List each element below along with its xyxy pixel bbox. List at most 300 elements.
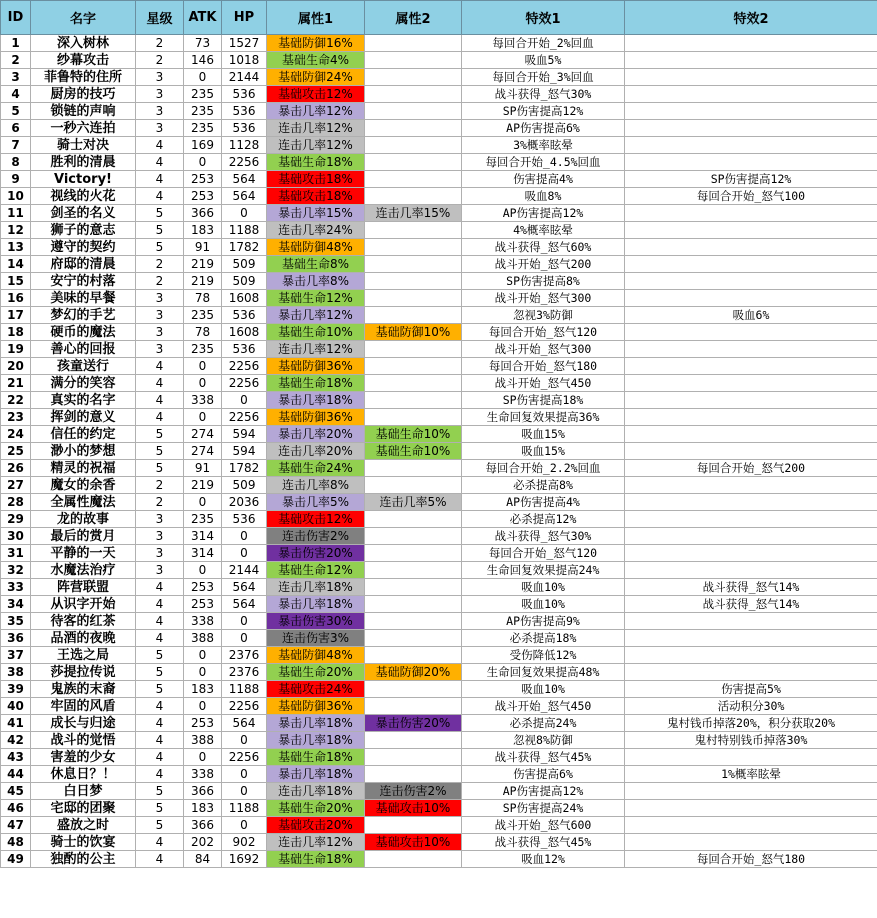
cell-name: 梦幻的手艺	[31, 307, 136, 324]
cell-hp: 536	[222, 86, 267, 103]
table-row	[1, 171, 877, 188]
cell-id: 36	[1, 630, 31, 647]
cell-attr2	[365, 613, 462, 630]
cell-hp: 509	[222, 477, 267, 494]
cell-attr2	[365, 222, 462, 239]
cell-name: 全属性魔法	[31, 494, 136, 511]
cell-name: 挥剑的意义	[31, 409, 136, 426]
cell-hp: 564	[222, 715, 267, 732]
cell-effect2	[625, 290, 877, 307]
cell-id: 11	[1, 205, 31, 222]
cell-attr2: 连击伤害2%	[365, 783, 462, 800]
cell-atk: 235	[184, 103, 222, 120]
cell-name: 安宁的村落	[31, 273, 136, 290]
table-row	[1, 222, 877, 239]
cell-name: 胜利的清晨	[31, 154, 136, 171]
cell-star: 4	[136, 579, 184, 596]
cell-attr1: 基础攻击18%	[267, 188, 365, 205]
cell-effect2: 每回合开始_怒气100	[625, 188, 877, 205]
cell-attr1: 暴击几率18%	[267, 766, 365, 783]
cell-hp: 1782	[222, 460, 267, 477]
cell-id: 21	[1, 375, 31, 392]
cell-attr2: 基础生命10%	[365, 426, 462, 443]
cell-effect1: 战斗获得_怒气45%	[462, 749, 625, 766]
cell-effect2	[625, 494, 877, 511]
cell-effect2	[625, 154, 877, 171]
cell-attr2	[365, 766, 462, 783]
cell-attr1: 基础生命18%	[267, 851, 365, 868]
cell-id: 47	[1, 817, 31, 834]
cell-star: 3	[136, 341, 184, 358]
cell-atk: 146	[184, 52, 222, 69]
cell-star: 4	[136, 698, 184, 715]
cell-id: 43	[1, 749, 31, 766]
cell-atk: 338	[184, 613, 222, 630]
cell-hp: 564	[222, 171, 267, 188]
table-row	[1, 596, 877, 613]
cell-hp: 0	[222, 766, 267, 783]
cell-attr2	[365, 817, 462, 834]
cell-atk: 235	[184, 86, 222, 103]
cell-attr2	[365, 120, 462, 137]
cell-id: 8	[1, 154, 31, 171]
cell-atk: 253	[184, 579, 222, 596]
cell-attr2	[365, 596, 462, 613]
cell-attr2	[365, 562, 462, 579]
table-row	[1, 154, 877, 171]
cell-id: 49	[1, 851, 31, 868]
cell-id: 6	[1, 120, 31, 137]
cell-effect1: 生命回复效果提高24%	[462, 562, 625, 579]
cell-name: 休息日？！	[31, 766, 136, 783]
cell-attr2: 基础防御20%	[365, 664, 462, 681]
table-row	[1, 239, 877, 256]
table-row	[1, 749, 877, 766]
header-attr1: 属性1	[267, 1, 365, 35]
cell-id: 17	[1, 307, 31, 324]
cell-hp: 2256	[222, 409, 267, 426]
table-row	[1, 341, 877, 358]
cell-attr1: 基础生命18%	[267, 154, 365, 171]
cell-id: 2	[1, 52, 31, 69]
cell-id: 9	[1, 171, 31, 188]
cell-attr1: 暴击伤害20%	[267, 545, 365, 562]
cell-effect2	[625, 86, 877, 103]
cell-id: 13	[1, 239, 31, 256]
cell-attr2	[365, 52, 462, 69]
cell-effect2	[625, 630, 877, 647]
cell-star: 4	[136, 375, 184, 392]
cell-effect1: 必杀提高12%	[462, 511, 625, 528]
table-row	[1, 732, 877, 749]
cell-attr1: 基础防御36%	[267, 358, 365, 375]
cell-effect1: AP伤害提高12%	[462, 205, 625, 222]
cell-attr2	[365, 460, 462, 477]
cell-hp: 536	[222, 103, 267, 120]
table-row	[1, 528, 877, 545]
cell-effect1: 吸血15%	[462, 443, 625, 460]
cell-attr1: 暴击几率12%	[267, 307, 365, 324]
cell-name: 牢固的风盾	[31, 698, 136, 715]
cell-attr2	[365, 256, 462, 273]
cell-atk: 253	[184, 171, 222, 188]
cell-effect1: AP伤害提高6%	[462, 120, 625, 137]
cell-attr1: 连击伤害2%	[267, 528, 365, 545]
cell-attr1: 连击几率8%	[267, 477, 365, 494]
cell-atk: 235	[184, 120, 222, 137]
cell-effect2	[625, 52, 877, 69]
cell-attr2	[365, 681, 462, 698]
cell-atk: 219	[184, 256, 222, 273]
cell-id: 35	[1, 613, 31, 630]
cell-attr2	[365, 392, 462, 409]
cell-star: 4	[136, 409, 184, 426]
cell-effect2	[625, 375, 877, 392]
cell-effect1: 吸血10%	[462, 579, 625, 596]
cell-atk: 366	[184, 205, 222, 222]
cell-attr1: 基础防御36%	[267, 698, 365, 715]
cell-id: 1	[1, 35, 31, 52]
cell-atk: 0	[184, 664, 222, 681]
cell-hp: 1608	[222, 290, 267, 307]
cell-name: 锁链的声响	[31, 103, 136, 120]
cell-id: 26	[1, 460, 31, 477]
cell-star: 3	[136, 120, 184, 137]
cell-attr2: 连击几率5%	[365, 494, 462, 511]
cell-effect2	[625, 256, 877, 273]
cell-attr2	[365, 188, 462, 205]
cell-star: 5	[136, 239, 184, 256]
cell-id: 44	[1, 766, 31, 783]
cell-star: 3	[136, 511, 184, 528]
cell-hp: 1782	[222, 239, 267, 256]
cell-hp: 2376	[222, 647, 267, 664]
cell-atk: 0	[184, 749, 222, 766]
table-row	[1, 35, 877, 52]
cell-id: 15	[1, 273, 31, 290]
cell-name: 渺小的梦想	[31, 443, 136, 460]
cell-id: 28	[1, 494, 31, 511]
cell-attr1: 连击伤害3%	[267, 630, 365, 647]
cell-attr1: 暴击几率8%	[267, 273, 365, 290]
cell-attr1: 暴击伤害30%	[267, 613, 365, 630]
cell-hp: 2376	[222, 664, 267, 681]
cell-attr1: 连击几率20%	[267, 443, 365, 460]
cell-effect1: 每回合开始_2%回血	[462, 35, 625, 52]
cell-id: 23	[1, 409, 31, 426]
cell-name: 厨房的技巧	[31, 86, 136, 103]
cell-atk: 0	[184, 409, 222, 426]
table-row	[1, 511, 877, 528]
table-row	[1, 834, 877, 851]
header-hp: HP	[222, 1, 267, 35]
cell-attr1: 暴击几率15%	[267, 205, 365, 222]
cell-star: 4	[136, 715, 184, 732]
cell-atk: 314	[184, 545, 222, 562]
cell-id: 22	[1, 392, 31, 409]
cell-hp: 564	[222, 596, 267, 613]
cell-atk: 253	[184, 596, 222, 613]
cell-hp: 1188	[222, 681, 267, 698]
cell-atk: 84	[184, 851, 222, 868]
cell-effect1: 4%概率眩晕	[462, 222, 625, 239]
header-attr2: 属性2	[365, 1, 462, 35]
cell-attr1: 基础生命24%	[267, 460, 365, 477]
cell-attr2	[365, 732, 462, 749]
cell-attr1: 基础攻击18%	[267, 171, 365, 188]
cell-effect1: 每回合开始_4.5%回血	[462, 154, 625, 171]
cell-name: 骑士的饮宴	[31, 834, 136, 851]
cell-star: 5	[136, 664, 184, 681]
cell-hp: 1692	[222, 851, 267, 868]
cell-star: 3	[136, 307, 184, 324]
cell-attr2	[365, 579, 462, 596]
cell-effect2	[625, 222, 877, 239]
cell-name: 害羞的少女	[31, 749, 136, 766]
cell-id: 45	[1, 783, 31, 800]
cell-name: 白日梦	[31, 783, 136, 800]
cell-name: 品酒的夜晚	[31, 630, 136, 647]
cell-id: 38	[1, 664, 31, 681]
cell-atk: 314	[184, 528, 222, 545]
cell-effect2	[625, 528, 877, 545]
cell-star: 4	[136, 358, 184, 375]
cell-effect1: 每回合开始_3%回血	[462, 69, 625, 86]
cell-effect1: AP伤害提高4%	[462, 494, 625, 511]
cell-effect2	[625, 392, 877, 409]
cell-attr1: 连击几率18%	[267, 783, 365, 800]
header-effect1: 特效1	[462, 1, 625, 35]
cell-hp: 0	[222, 783, 267, 800]
cell-effect1: 生命回复效果提高48%	[462, 664, 625, 681]
cell-atk: 0	[184, 358, 222, 375]
cell-name: 纱幕攻击	[31, 52, 136, 69]
cell-name: 盛放之时	[31, 817, 136, 834]
cell-attr1: 基础生命18%	[267, 749, 365, 766]
cell-effect2	[625, 69, 877, 86]
cell-effect1: 每回合开始_怒气120	[462, 324, 625, 341]
cell-hp: 594	[222, 426, 267, 443]
cell-hp: 1018	[222, 52, 267, 69]
cell-star: 2	[136, 52, 184, 69]
cell-attr2	[365, 511, 462, 528]
table-row	[1, 205, 877, 222]
cell-attr2	[365, 239, 462, 256]
cell-hp: 536	[222, 511, 267, 528]
cell-name: 王选之局	[31, 647, 136, 664]
cell-star: 2	[136, 35, 184, 52]
table-row	[1, 86, 877, 103]
cell-name: 美味的早餐	[31, 290, 136, 307]
cell-star: 2	[136, 256, 184, 273]
cell-attr1: 基础攻击24%	[267, 681, 365, 698]
cell-effect2	[625, 562, 877, 579]
cell-effect2	[625, 749, 877, 766]
cell-attr2	[365, 477, 462, 494]
cell-attr2	[365, 35, 462, 52]
cell-effect1: 吸血5%	[462, 52, 625, 69]
cell-effect2	[625, 273, 877, 290]
cell-effect2	[625, 834, 877, 851]
cell-atk: 253	[184, 188, 222, 205]
cell-name: 满分的笑容	[31, 375, 136, 392]
cell-atk: 0	[184, 154, 222, 171]
table-row	[1, 392, 877, 409]
cell-atk: 235	[184, 341, 222, 358]
header-star: 星级	[136, 1, 184, 35]
cell-atk: 235	[184, 511, 222, 528]
cell-name: 独酌的公主	[31, 851, 136, 868]
cell-atk: 0	[184, 698, 222, 715]
cell-attr2	[365, 528, 462, 545]
cell-attr2	[365, 409, 462, 426]
cell-atk: 73	[184, 35, 222, 52]
cell-hp: 2256	[222, 358, 267, 375]
cell-hp: 564	[222, 579, 267, 596]
cell-atk: 202	[184, 834, 222, 851]
cell-star: 2	[136, 477, 184, 494]
cell-effect2	[625, 239, 877, 256]
table-row	[1, 69, 877, 86]
cell-attr1: 基础攻击12%	[267, 86, 365, 103]
cell-id: 33	[1, 579, 31, 596]
cell-star: 3	[136, 324, 184, 341]
cell-attr2	[365, 358, 462, 375]
cell-atk: 366	[184, 783, 222, 800]
table-row	[1, 494, 877, 511]
cell-name: 一秒六连拍	[31, 120, 136, 137]
cell-name: 阵营联盟	[31, 579, 136, 596]
cell-atk: 219	[184, 273, 222, 290]
cell-id: 32	[1, 562, 31, 579]
cell-effect2: 战斗获得_怒气14%	[625, 596, 877, 613]
cell-attr1: 连击几率12%	[267, 834, 365, 851]
cell-star: 4	[136, 137, 184, 154]
cell-star: 3	[136, 86, 184, 103]
cell-attr2	[365, 86, 462, 103]
cell-hp: 0	[222, 613, 267, 630]
cell-star: 5	[136, 222, 184, 239]
cell-attr1: 基础生命4%	[267, 52, 365, 69]
cell-star: 4	[136, 613, 184, 630]
cell-effect1: 伤害提高4%	[462, 171, 625, 188]
cell-attr1: 基础生命12%	[267, 562, 365, 579]
table-row	[1, 579, 877, 596]
cell-effect1: 战斗获得_怒气60%	[462, 239, 625, 256]
cell-attr2: 连击几率15%	[365, 205, 462, 222]
cell-effect2	[625, 783, 877, 800]
cell-attr1: 基础攻击20%	[267, 817, 365, 834]
cell-id: 5	[1, 103, 31, 120]
cell-id: 10	[1, 188, 31, 205]
table-row	[1, 715, 877, 732]
cell-effect1: AP伤害提高12%	[462, 783, 625, 800]
cell-star: 4	[136, 834, 184, 851]
cell-hp: 594	[222, 443, 267, 460]
cell-id: 41	[1, 715, 31, 732]
cell-hp: 0	[222, 205, 267, 222]
cell-attr2	[365, 273, 462, 290]
table-row	[1, 817, 877, 834]
cell-attr1: 基础防御16%	[267, 35, 365, 52]
cell-hp: 2256	[222, 698, 267, 715]
cell-effect1: 战斗开始_怒气450	[462, 375, 625, 392]
cell-effect2: 每回合开始_怒气200	[625, 460, 877, 477]
cell-effect1: 受伤降低12%	[462, 647, 625, 664]
cell-attr1: 暴击几率20%	[267, 426, 365, 443]
table-row	[1, 443, 877, 460]
table-row	[1, 766, 877, 783]
cell-effect2	[625, 545, 877, 562]
cell-atk: 91	[184, 239, 222, 256]
cell-effect2	[625, 477, 877, 494]
cell-effect2	[625, 647, 877, 664]
cell-id: 31	[1, 545, 31, 562]
cell-effect1: 每回合开始_怒气180	[462, 358, 625, 375]
cell-id: 46	[1, 800, 31, 817]
cell-effect2: 战斗获得_怒气14%	[625, 579, 877, 596]
cell-star: 5	[136, 817, 184, 834]
cell-atk: 183	[184, 800, 222, 817]
cell-effect1: 吸血8%	[462, 188, 625, 205]
cell-effect2	[625, 800, 877, 817]
cell-effect1: 战斗开始_怒气600	[462, 817, 625, 834]
table-row	[1, 426, 877, 443]
cell-effect1: 吸血15%	[462, 426, 625, 443]
cell-attr2	[365, 698, 462, 715]
table-row	[1, 613, 877, 630]
cell-effect2	[625, 137, 877, 154]
cell-attr2: 暴击伤害20%	[365, 715, 462, 732]
header-id: ID	[1, 1, 31, 35]
cell-star: 4	[136, 188, 184, 205]
cell-effect2	[625, 426, 877, 443]
table-row	[1, 188, 877, 205]
cell-star: 4	[136, 851, 184, 868]
cell-name: 府邸的清晨	[31, 256, 136, 273]
cell-star: 3	[136, 528, 184, 545]
cell-effect2: 活动积分30%	[625, 698, 877, 715]
cell-star: 5	[136, 647, 184, 664]
table-row	[1, 307, 877, 324]
cell-effect2	[625, 664, 877, 681]
cell-attr2: 基础防御10%	[365, 324, 462, 341]
cell-effect1: 战斗获得_怒气30%	[462, 86, 625, 103]
cell-effect2: 每回合开始_怒气180	[625, 851, 877, 868]
cell-star: 3	[136, 290, 184, 307]
table-row	[1, 103, 877, 120]
cell-effect1: 忽视8%防御	[462, 732, 625, 749]
cell-hp: 536	[222, 307, 267, 324]
cell-name: 狮子的意志	[31, 222, 136, 239]
cell-attr1: 基础防御24%	[267, 69, 365, 86]
cell-effect2: 1%概率眩晕	[625, 766, 877, 783]
cell-name: 战斗的觉悟	[31, 732, 136, 749]
cell-name: 剑圣的名义	[31, 205, 136, 222]
cell-attr1: 暴击几率18%	[267, 392, 365, 409]
cell-attr2	[365, 171, 462, 188]
cell-atk: 0	[184, 375, 222, 392]
table-row	[1, 409, 877, 426]
cell-star: 3	[136, 69, 184, 86]
cell-star: 4	[136, 766, 184, 783]
cell-id: 48	[1, 834, 31, 851]
cell-attr1: 基础防御48%	[267, 647, 365, 664]
cell-star: 4	[136, 154, 184, 171]
cell-atk: 338	[184, 766, 222, 783]
cell-id: 30	[1, 528, 31, 545]
cell-name: 遵守的契约	[31, 239, 136, 256]
